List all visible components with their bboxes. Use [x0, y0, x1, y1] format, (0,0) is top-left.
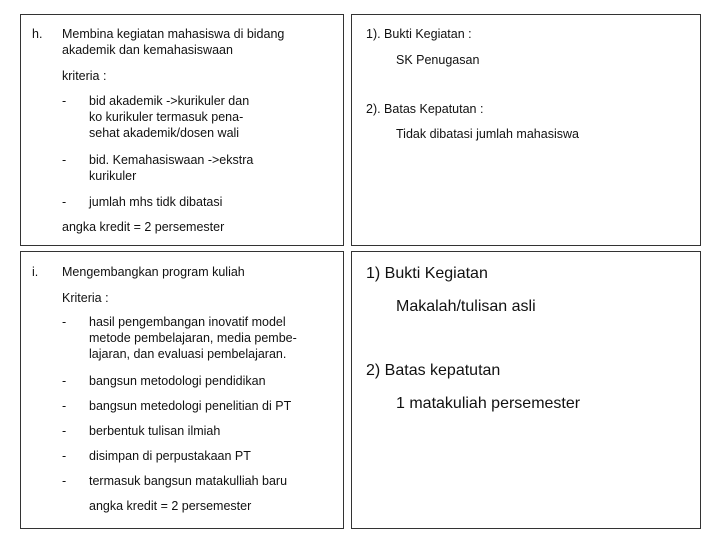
i-marker: i. — [32, 265, 39, 279]
i-bullet-1-line-2: metode pembelajaran, media pembe- — [89, 331, 297, 345]
i-right-item1-value: Makalah/tulisan asli — [396, 298, 536, 315]
h-bullet-3-line-1: jumlah mhs tidk dibatasi — [89, 195, 223, 209]
i-right-item2-value: 1 matakuliah persemester — [396, 395, 581, 412]
h-right-item1-label: 1). Bukti Kegiatan : — [366, 27, 472, 41]
i-bullet-3-dash: - — [62, 399, 67, 413]
i-bullet-1-line-1: hasil pengembangan inovatif model — [89, 315, 286, 329]
i-right-item1-label: 1) Bukti Kegiatan — [366, 265, 488, 282]
i-bullet-2-line-1: bangsun metodologi pendidikan — [89, 374, 266, 388]
h-title-line-2: akademik dan kemahasiswaan — [62, 43, 233, 57]
h-bullet-1-line-1: bid akademik ->kurikuler dan — [89, 94, 250, 108]
i-bullet-6-line-1: termasuk bangsun matakulliah baru — [89, 474, 288, 488]
h-right-item1-value: SK Penugasan — [396, 53, 480, 67]
i-bullet-1-dash: - — [62, 315, 67, 329]
i-bullet-5-dash: - — [62, 449, 67, 463]
i-bullet-3-line-1: bangsun metedologi penelitian di PT — [89, 399, 292, 413]
i-title: Mengembangkan program kuliah — [62, 265, 245, 279]
h-right-item2-value: Tidak dibatasi jumlah mahasiswa — [396, 127, 579, 141]
i-bullet-2-dash: - — [62, 374, 67, 388]
h-bullet-2-line-1: bid. Kemahasiswaan ->ekstra — [89, 153, 254, 167]
h-bullet-1-dash: - — [62, 94, 67, 108]
h-bullet-3-dash: - — [62, 195, 67, 209]
h-title-line-1: Membina kegiatan mahasiswa di bidang — [62, 27, 285, 41]
h-right-item2-label: 2). Batas Kepatutan : — [366, 102, 484, 116]
h-criteria-label: kriteria : — [62, 69, 107, 83]
i-bullet-4-line-1: berbentuk tulisan ilmiah — [89, 424, 221, 438]
box-i-right — [351, 251, 701, 529]
i-credit: angka kredit = 2 persemester — [89, 499, 252, 513]
h-bullet-2-line-2: kurikuler — [89, 169, 137, 183]
i-right-item2-label: 2) Batas kepatutan — [366, 362, 501, 379]
i-bullet-1-line-3: lajaran, dan evaluasi pembelajaran. — [89, 347, 287, 361]
h-credit: angka kredit = 2 persemester — [62, 220, 225, 234]
i-criteria-label: Kriteria : — [62, 291, 109, 305]
i-bullet-4-dash: - — [62, 424, 67, 438]
h-bullet-1-line-3: sehat akademik/dosen wali — [89, 126, 240, 140]
i-bullet-5-line-1: disimpan di perpustakaan PT — [89, 449, 251, 463]
h-marker: h. — [32, 27, 43, 41]
i-bullet-6-dash: - — [62, 474, 67, 488]
h-bullet-2-dash: - — [62, 153, 67, 167]
h-bullet-1-line-2: ko kurikuler termasuk pena- — [89, 110, 244, 124]
